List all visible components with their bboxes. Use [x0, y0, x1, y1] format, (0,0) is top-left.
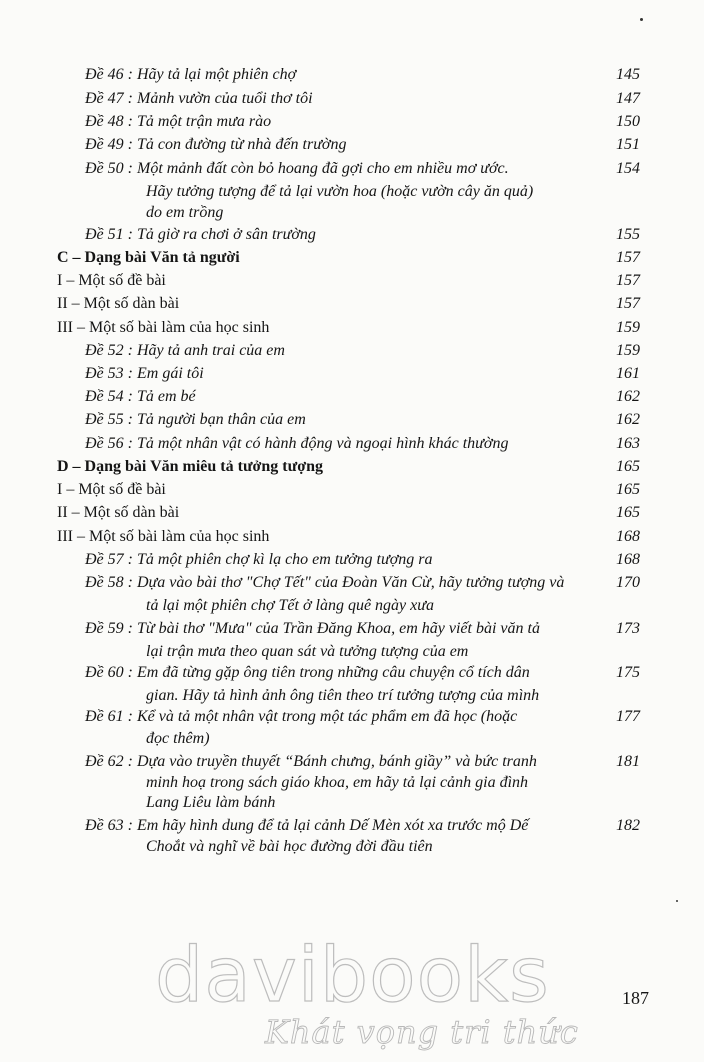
- toc-entry: Đề 57 : Tả một phiên chợ kì lạ cho em tưởng tượng ra: [85, 551, 433, 568]
- toc-page-number: 155: [616, 226, 640, 243]
- toc-page-number: 181: [616, 753, 640, 770]
- toc-page-number: 163: [616, 435, 640, 452]
- scan-speck: [676, 900, 678, 902]
- toc-entry: Đề 47 : Mảnh vườn của tuổi thơ tôi: [85, 90, 313, 107]
- page-number: 187: [622, 988, 649, 1008]
- toc-page-number: 170: [616, 574, 640, 591]
- toc-page-number: 173: [616, 620, 640, 637]
- toc-entry: I – Một số đề bài: [57, 481, 166, 498]
- toc-entry: Đề 62 : Dựa vào truyền thuyết “Bánh chưng, bánh giầy” và bức tranh: [85, 753, 537, 770]
- toc-entry: Đề 54 : Tả em bé: [85, 388, 196, 405]
- toc-page-number: 147: [616, 90, 640, 107]
- toc-page-number: 159: [616, 319, 640, 336]
- toc-entry-continuation: đọc thêm): [146, 730, 210, 747]
- toc-page-number: 168: [616, 528, 640, 545]
- toc-page-number: 162: [616, 388, 640, 405]
- toc-entry: Đề 63 : Em hãy hình dung để tả lại cảnh Dế Mèn xót xa trước mộ Dế: [85, 817, 529, 834]
- toc-entry: Đề 50 : Một mảnh đất còn bỏ hoang đã gợi cho em nhiều mơ ước.: [85, 160, 509, 177]
- toc-entry: Đề 55 : Tả người bạn thân của em: [85, 411, 306, 428]
- toc-page-number: 162: [616, 411, 640, 428]
- toc-entry: Đề 53 : Em gái tôi: [85, 365, 204, 382]
- toc-page-number: 157: [616, 295, 640, 312]
- scan-speck: [640, 18, 643, 21]
- toc-page-number: 150: [616, 113, 640, 130]
- toc-page-number: 157: [616, 249, 640, 266]
- toc-page-number: 177: [616, 708, 640, 725]
- toc-page-number: 165: [616, 458, 640, 475]
- toc-page-number: 182: [616, 817, 640, 834]
- toc-entry-continuation: Hãy tưởng tượng để tả lại vườn hoa (hoặc vườn cây ăn quả): [146, 183, 534, 200]
- toc-entry: III – Một số bài làm của học sinh: [57, 528, 270, 545]
- toc-page-number: 157: [616, 272, 640, 289]
- toc-entry: Đề 59 : Từ bài thơ "Mưa" của Trần Đăng Khoa, em hãy viết bài văn tả: [85, 620, 540, 637]
- toc-entry-continuation: gian. Hãy tả hình ảnh ông tiên theo trí tưởng tượng của mình: [146, 687, 540, 704]
- toc-entry: Đề 48 : Tả một trận mưa rào: [85, 113, 272, 130]
- toc-entry-continuation: lại trận mưa theo quan sát và tưởng tượng của em: [146, 643, 469, 660]
- toc-page-number: 151: [616, 136, 640, 153]
- toc-section-heading: C – Dạng bài Văn tả người: [57, 249, 240, 266]
- toc-entry: Đề 49 : Tả con đường từ nhà đến trường: [85, 136, 347, 153]
- toc-entry: Đề 58 : Dựa vào bài thơ "Chợ Tết" của Đoàn Văn Cừ, hãy tưởng tượng và: [85, 574, 565, 591]
- toc-entry: Đề 61 : Kể và tả một nhân vật trong một tác phẩm em đã học (hoặc: [85, 708, 518, 725]
- toc-section-heading: D – Dạng bài Văn miêu tả tưởng tượng: [57, 458, 323, 475]
- toc-entry: Đề 51 : Tả giờ ra chơi ở sân trường: [85, 226, 316, 243]
- toc-entry-continuation: Lang Liêu làm bánh: [146, 794, 276, 811]
- toc-entry: Đề 56 : Tả một nhân vật có hành động và ngoại hình khác thường: [85, 435, 509, 452]
- toc-page-number: 165: [616, 504, 640, 521]
- toc-page-number: 168: [616, 551, 640, 568]
- toc-entry: Đề 52 : Hãy tả anh trai của em: [85, 342, 285, 359]
- toc-page-number: 145: [616, 66, 640, 83]
- toc-page-number: 161: [616, 365, 640, 382]
- toc-entry: I – Một số đề bài: [57, 272, 166, 289]
- watermark-logo: davibooks: [155, 930, 550, 1019]
- toc-entry: II – Một số dàn bài: [57, 295, 180, 312]
- toc-entry-continuation: minh hoạ trong sách giáo khoa, em hãy tả lại cảnh gia đình: [146, 774, 529, 791]
- toc-entry: III – Một số bài làm của học sinh: [57, 319, 270, 336]
- watermark-slogan: Khát vọng tri thức: [265, 1013, 579, 1051]
- toc-entry: II – Một số dàn bài: [57, 504, 180, 521]
- toc-page-number: 154: [616, 160, 640, 177]
- toc-page-number: 165: [616, 481, 640, 498]
- toc-entry-continuation: tả lại một phiên chợ Tết ở làng quê ngày xưa: [146, 597, 434, 614]
- toc-entry-continuation: do em trồng: [146, 204, 224, 221]
- toc-entry: Đề 60 : Em đã từng gặp ông tiên trong những câu chuyện cổ tích dân: [85, 664, 530, 681]
- toc-entry: Đề 46 : Hãy tả lại một phiên chợ: [85, 66, 297, 83]
- toc-entry-continuation: Choắt và nghĩ về bài học đường đời đầu tiên: [146, 838, 433, 855]
- toc-page-number: 159: [616, 342, 640, 359]
- toc-page-number: 175: [616, 664, 640, 681]
